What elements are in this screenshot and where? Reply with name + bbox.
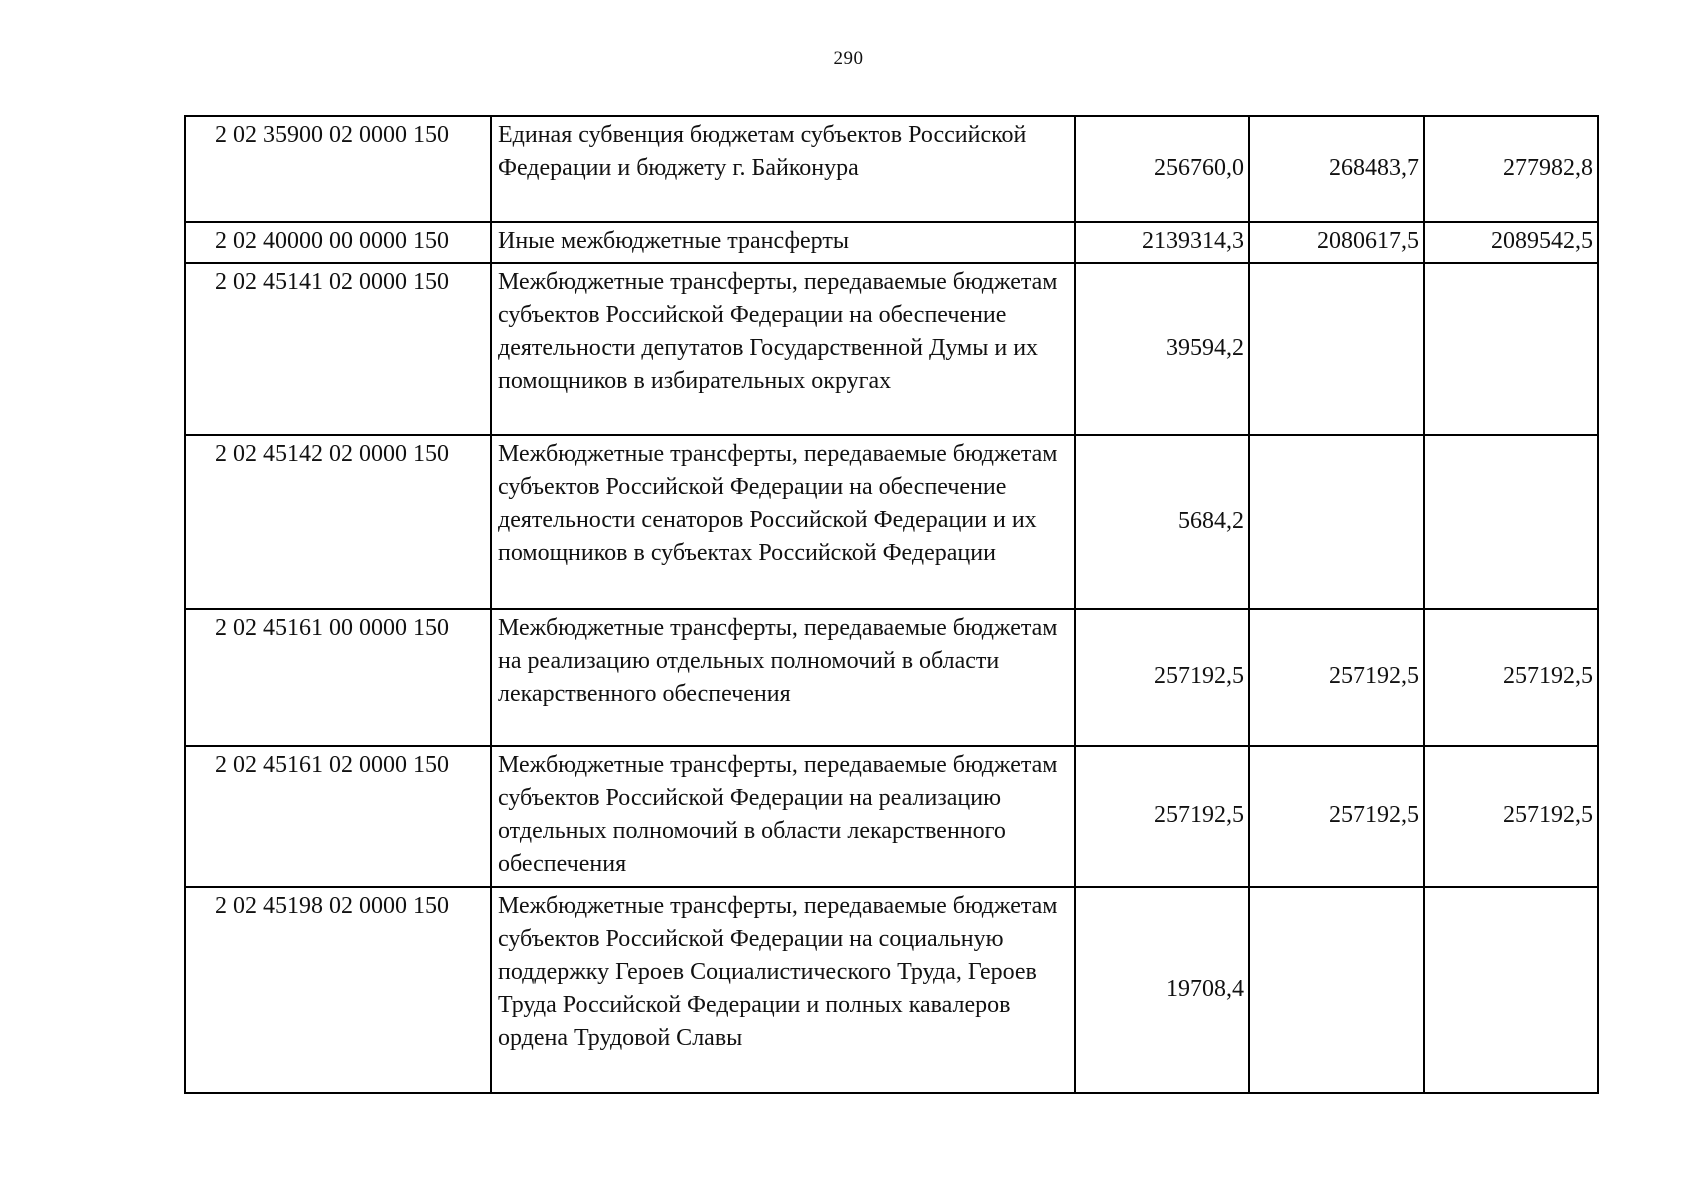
value-year3-cell: 257192,5 [1424,609,1598,746]
value-year3-cell [1424,887,1598,1093]
budget-code-cell: 2 02 40000 00 0000 150 [185,222,491,263]
value-year1-cell: 256760,0 [1075,116,1249,222]
budget-code-cell: 2 02 35900 02 0000 150 [185,116,491,222]
value-year1-cell: 257192,5 [1075,609,1249,746]
budget-code-cell: 2 02 45198 02 0000 150 [185,887,491,1093]
table-row [185,263,1598,435]
table-row [185,435,1598,609]
value-year3-cell [1424,263,1598,435]
table-row [185,116,1598,222]
value-year1-cell: 39594,2 [1075,263,1249,435]
page-number: 290 [833,48,864,69]
budget-code-cell: 2 02 45161 02 0000 150 [185,746,491,887]
value-year1-cell: 19708,4 [1075,887,1249,1093]
value-year2-cell: 2080617,5 [1249,222,1424,263]
budget-table [184,115,1599,1094]
description-cell: Межбюджетные трансферты, передаваемые бюджетам субъектов Российской Федерации на обеспечение деятельности депутатов Государственной Думы и их помощников в избирательных округах [491,263,1075,435]
table-row [185,222,1598,263]
budget-code-cell: 2 02 45161 00 0000 150 [185,609,491,746]
description-cell: Иные межбюджетные трансферты [491,222,1075,263]
value-year2-cell: 257192,5 [1249,746,1424,887]
value-year2-cell [1249,887,1424,1093]
value-year2-cell [1249,435,1424,609]
value-year3-cell: 257192,5 [1424,746,1598,887]
value-year1-cell: 257192,5 [1075,746,1249,887]
value-year3-cell: 2089542,5 [1424,222,1598,263]
description-cell: Межбюджетные трансферты, передаваемые бюджетам субъектов Российской Федерации на социальную поддержку Героев Социалистического Труда, Героев Труда Российской Федерации и полных кавалеров ордена Трудовой Славы [491,887,1075,1093]
value-year2-cell [1249,263,1424,435]
budget-code-cell: 2 02 45142 02 0000 150 [185,435,491,609]
value-year3-cell: 277982,8 [1424,116,1598,222]
budget-code-cell: 2 02 45141 02 0000 150 [185,263,491,435]
table-row [185,609,1598,746]
value-year3-cell [1424,435,1598,609]
value-year2-cell: 268483,7 [1249,116,1424,222]
description-cell: Межбюджетные трансферты, передаваемые бюджетам на реализацию отдельных полномочий в области лекарственного обеспечения [491,609,1075,746]
description-cell: Межбюджетные трансферты, передаваемые бюджетам субъектов Российской Федерации на реализацию отдельных полномочий в области лекарственного обеспечения [491,746,1075,887]
value-year1-cell: 2139314,3 [1075,222,1249,263]
description-cell: Межбюджетные трансферты, передаваемые бюджетам субъектов Российской Федерации на обеспечение деятельности сенаторов Российской Федерации и их помощников в субъектах Российской Федерации [491,435,1075,609]
description-cell: Единая субвенция бюджетам субъектов Российской Федерации и бюджету г. Байконура [491,116,1075,222]
value-year2-cell: 257192,5 [1249,609,1424,746]
table-row [185,746,1598,887]
value-year1-cell: 5684,2 [1075,435,1249,609]
table-row [185,887,1598,1093]
